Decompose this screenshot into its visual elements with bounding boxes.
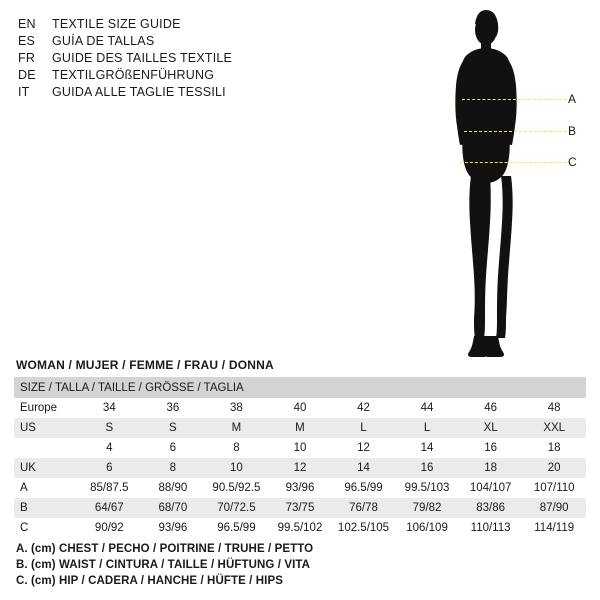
cell: 93/96 bbox=[268, 478, 332, 498]
cell: 18 bbox=[522, 438, 586, 458]
legend-line-b: B. (cm) WAIST / CINTURA / TAILLE / HÜFTUNG / VITA bbox=[16, 559, 311, 571]
cell: 42 bbox=[332, 398, 396, 418]
row-label-uk: UK bbox=[14, 458, 78, 478]
table-row bbox=[14, 458, 586, 478]
cell: S bbox=[78, 418, 142, 438]
cell: 40 bbox=[268, 398, 332, 418]
cell: 88/90 bbox=[141, 478, 205, 498]
cell: 48 bbox=[522, 398, 586, 418]
row-label-b: B bbox=[14, 498, 78, 518]
cell: 8 bbox=[205, 438, 269, 458]
table-row bbox=[14, 478, 586, 498]
language-row-fr bbox=[18, 50, 318, 67]
cell: M bbox=[268, 418, 332, 438]
measure-line-b bbox=[464, 131, 572, 132]
language-list bbox=[18, 16, 318, 101]
measure-label-b: B bbox=[568, 124, 577, 138]
cell: 64/67 bbox=[78, 498, 142, 518]
size-table bbox=[14, 377, 586, 538]
language-code-fr: FR bbox=[18, 51, 36, 65]
language-text-de: TEXTILGRÖßENFÜHRUNG bbox=[52, 68, 215, 82]
row-label-a: A bbox=[14, 478, 78, 498]
language-row-de bbox=[18, 67, 318, 84]
cell: 90.5/92.5 bbox=[205, 478, 269, 498]
language-code-en: EN bbox=[18, 17, 36, 31]
cell: M bbox=[205, 418, 269, 438]
cell: 12 bbox=[268, 458, 332, 478]
cell: 102.5/105 bbox=[332, 518, 396, 538]
language-code-it: IT bbox=[18, 85, 30, 99]
cell: XXL bbox=[522, 418, 586, 438]
cell: 16 bbox=[459, 438, 523, 458]
table-header-label: SIZE / TALLA / TAILLE / GRÖSSE / TAGLIA bbox=[14, 377, 586, 398]
language-text-en: TEXTILE SIZE GUIDE bbox=[52, 17, 181, 31]
row-label-us-numeric bbox=[14, 438, 78, 458]
cell: 46 bbox=[459, 398, 523, 418]
language-text-it: GUIDA ALLE TAGLIE TESSILI bbox=[52, 85, 226, 99]
cell: 99.5/103 bbox=[395, 478, 459, 498]
cell: 79/82 bbox=[395, 498, 459, 518]
female-body-silhouette-icon bbox=[400, 8, 600, 378]
cell: 110/113 bbox=[459, 518, 523, 538]
cell: 6 bbox=[78, 458, 142, 478]
cell: 106/109 bbox=[395, 518, 459, 538]
cell: 20 bbox=[522, 458, 586, 478]
legend-line-a: A. (cm) CHEST / PECHO / POITRINE / TRUHE / PETTO bbox=[16, 543, 314, 555]
legend-line-c: C. (cm) HIP / CADERA / HANCHE / HÜFTE / HIPS bbox=[16, 575, 284, 587]
language-row-en bbox=[18, 16, 318, 33]
cell: 36 bbox=[141, 398, 205, 418]
cell: 68/70 bbox=[141, 498, 205, 518]
cell: 4 bbox=[78, 438, 142, 458]
cell: 83/86 bbox=[459, 498, 523, 518]
cell: L bbox=[332, 418, 396, 438]
cell: S bbox=[141, 418, 205, 438]
cell: 104/107 bbox=[459, 478, 523, 498]
cell: 70/72.5 bbox=[205, 498, 269, 518]
row-label-us: US bbox=[14, 418, 78, 438]
cell: XL bbox=[459, 418, 523, 438]
table-row bbox=[14, 438, 586, 458]
cell: 44 bbox=[395, 398, 459, 418]
cell: 99.5/102 bbox=[268, 518, 332, 538]
table-row bbox=[14, 418, 586, 438]
cell: 14 bbox=[395, 438, 459, 458]
measure-label-a: A bbox=[568, 92, 577, 106]
language-text-fr: GUIDE DES TAILLES TEXTILE bbox=[52, 51, 233, 65]
cell: 107/110 bbox=[522, 478, 586, 498]
size-table-section bbox=[14, 358, 586, 538]
row-label-c: C bbox=[14, 518, 78, 538]
table-header-row bbox=[14, 377, 586, 398]
cell: 114/119 bbox=[522, 518, 586, 538]
cell: 85/87.5 bbox=[78, 478, 142, 498]
table-row bbox=[14, 398, 586, 418]
measure-label-c: C bbox=[568, 155, 577, 169]
language-code-es: ES bbox=[18, 34, 36, 48]
cell: 73/75 bbox=[268, 498, 332, 518]
measure-line-a bbox=[462, 99, 572, 100]
cell: 14 bbox=[332, 458, 396, 478]
row-label-europe: Europe bbox=[14, 398, 78, 418]
category-title: WOMAN / MUJER / FEMME / FRAU / DONNA bbox=[16, 358, 274, 372]
language-row-es bbox=[18, 33, 318, 50]
cell: 10 bbox=[205, 458, 269, 478]
cell: 96.5/99 bbox=[205, 518, 269, 538]
cell: 16 bbox=[395, 458, 459, 478]
cell: 12 bbox=[332, 438, 396, 458]
cell: 8 bbox=[141, 458, 205, 478]
language-row-it bbox=[18, 84, 318, 101]
cell: 34 bbox=[78, 398, 142, 418]
language-code-de: DE bbox=[18, 68, 36, 82]
cell: 96.5/99 bbox=[332, 478, 396, 498]
figure-area bbox=[400, 8, 600, 378]
cell: 18 bbox=[459, 458, 523, 478]
language-text-es: GUÍA DE TALLAS bbox=[52, 34, 155, 48]
measurement-legend bbox=[16, 541, 313, 589]
cell: 38 bbox=[205, 398, 269, 418]
cell: 90/92 bbox=[78, 518, 142, 538]
cell: L bbox=[395, 418, 459, 438]
cell: 87/90 bbox=[522, 498, 586, 518]
measure-line-c bbox=[460, 162, 572, 163]
cell: 93/96 bbox=[141, 518, 205, 538]
table-row bbox=[14, 498, 586, 518]
cell: 10 bbox=[268, 438, 332, 458]
cell: 6 bbox=[141, 438, 205, 458]
cell: 76/78 bbox=[332, 498, 396, 518]
table-row bbox=[14, 518, 586, 538]
